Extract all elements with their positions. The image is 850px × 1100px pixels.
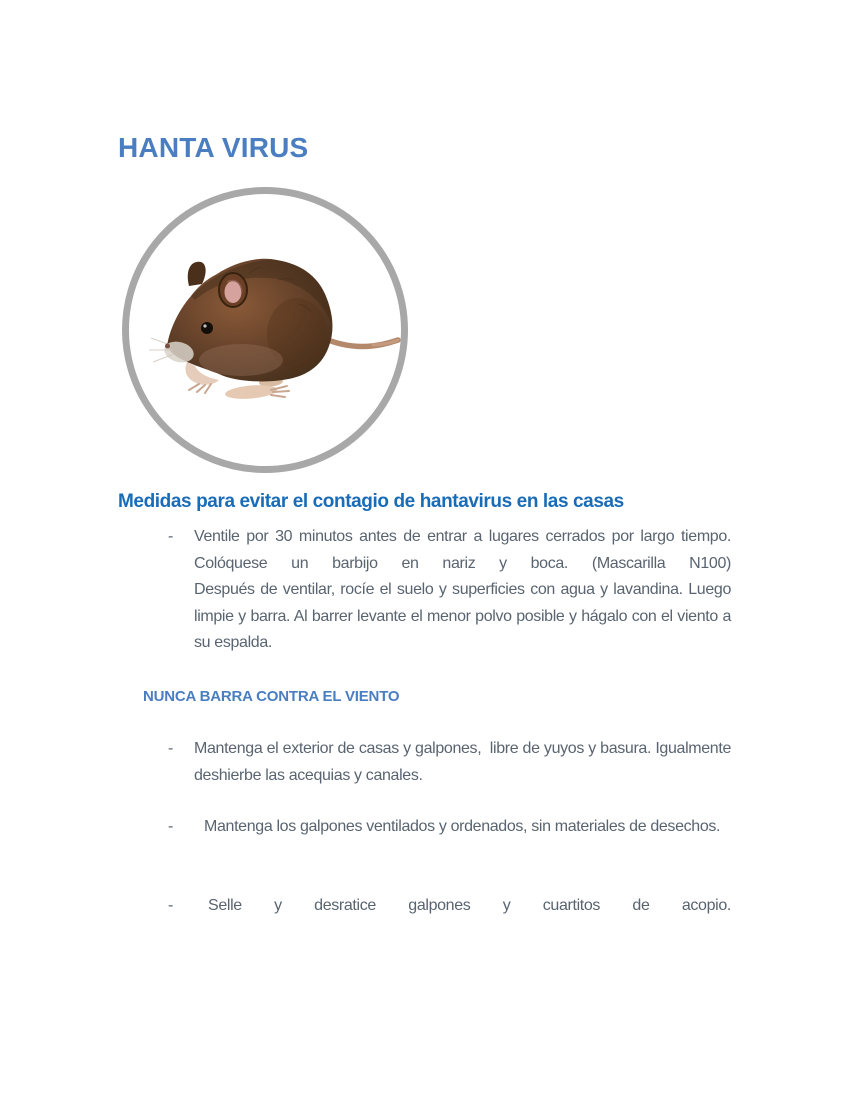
bullet-text-block [194, 524, 731, 657]
bullet-dash: - [168, 897, 173, 914]
bullet-text: Mantenga el exterior de casas y galpones, libre de yuyos y basura. Igualmente deshierbe las acequias y canales. [194, 740, 731, 784]
bullet-dash: - [168, 818, 173, 835]
section-heading: Medidas para evitar el contagio de hantavirus en las casas [118, 491, 624, 512]
bullet-text-block [194, 893, 731, 920]
list-item [168, 814, 731, 841]
list-item [168, 524, 731, 657]
warning-heading: NUNCA BARRA CONTRA EL VIENTO [143, 688, 400, 705]
bullet-text: Mantenga los galpones ventilados y ordenados, sin materiales de desechos. [204, 818, 721, 835]
list-item [168, 893, 731, 920]
bullet-dash: - [168, 528, 173, 545]
bullet-text: Selle y desratice galpones y cuartitos de acopio. [208, 897, 731, 914]
bullet-dash: - [168, 740, 173, 757]
page-title: HANTA VIRUS [118, 132, 309, 163]
mouse-photo-frame [122, 187, 408, 473]
mouse-illustration [129, 194, 401, 466]
bullet-text-block [194, 736, 731, 789]
bullet-text: Después de ventilar, rocíe el suelo y superficies con agua y lavandina. Luego limpie y barra. Al barrer levante el menor polvo posible y hágalo con el viento a su espalda. [194, 581, 731, 651]
bullet-text-block [194, 814, 731, 841]
bullet-text: Ventile por 30 minutos antes de entrar a lugares cerrados por largo tiempo. Colóquese un barbijo en nariz y boca. (Mascarilla N100) [194, 528, 731, 572]
list-item [168, 736, 731, 789]
